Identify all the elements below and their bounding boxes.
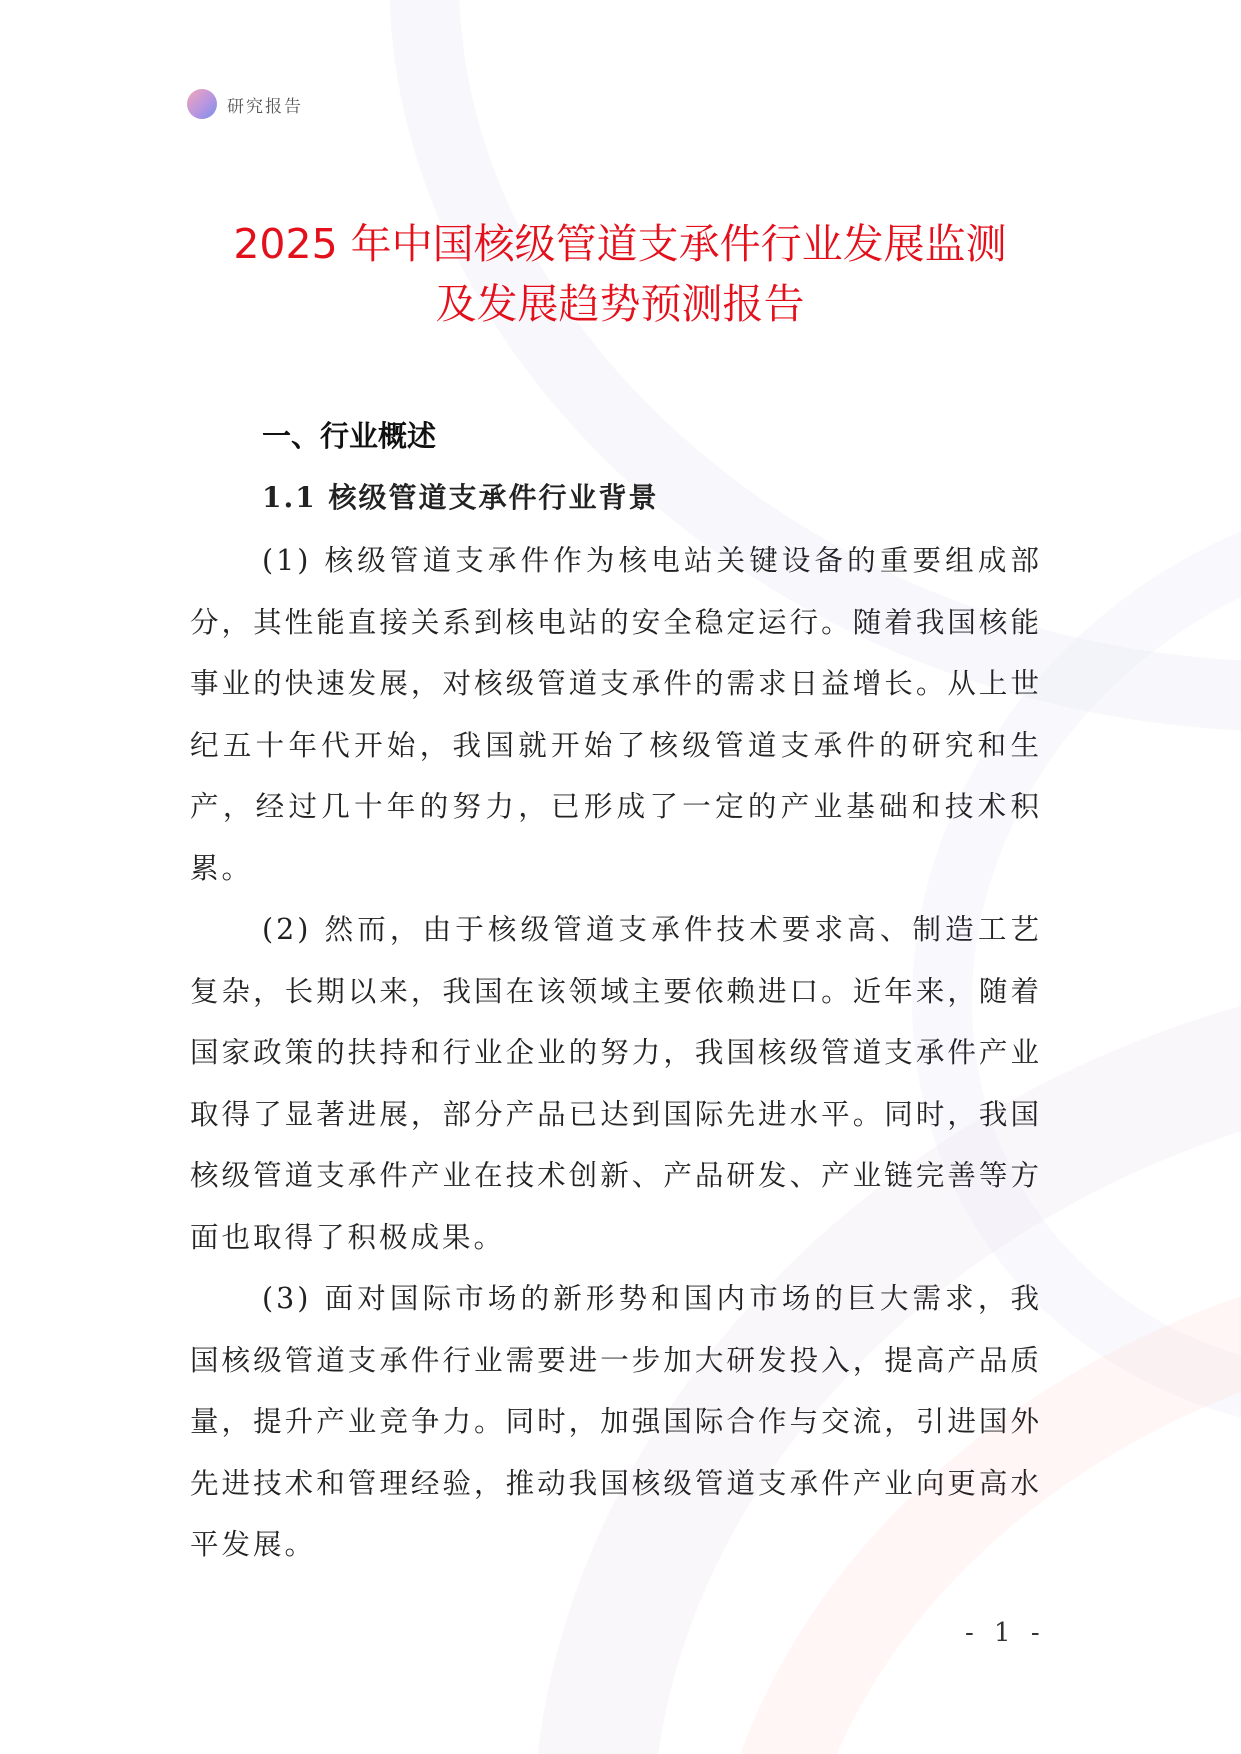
body-paragraph-3: (3) 面对国际市场的新形势和国内市场的巨大需求，我国核级管道支承件行业需要进一步加大研发投入，提高产品质量，提升产业竞争力。同时，加强国际合作与交流，引进国外先进技术和管理经验，推动我国核级管道支承件产业向更高水平发展。 (190, 1282, 1042, 1561)
header-label: 研究报告 (227, 96, 303, 117)
logo-icon (187, 89, 217, 119)
body-paragraph-2: (2) 然而，由于核级管道支承件技术要求高、制造工艺复杂，长期以来，我国在该领域主要依赖进口。近年来，随着国家政策的扶持和行业企业的努力，我国核级管道支承件产业取得了显著进展，部分产品已达到国际先进水平。同时，我国核级管道支承件产业在技术创新、产品研发、产业链完善等方面也取得了积极成果。 (190, 913, 1042, 1254)
subsection-heading: 1.1 核级管道支承件行业背景 (262, 481, 659, 514)
title-line-1: 2025 年中国核级管道支承件行业发展监测 (233, 220, 1007, 268)
body-paragraph-1: (1) 核级管道支承件作为核电站关键设备的重要组成部分，其性能直接关系到核电站的安全稳定运行。随着我国核能事业的快速发展，对核级管道支承件的需求日益增长。从上世纪五十年代开始，我国就开始了核级管道支承件的研究和生产，经过几十年的努力，已形成了一定的产业基础和技术积累。 (190, 544, 1042, 885)
document-title (170, 214, 1070, 334)
page-header (187, 89, 303, 119)
title-line-2: 及发展趋势预测报告 (435, 280, 805, 328)
section-heading: 一、行业概述 (262, 419, 437, 453)
page-number: - 1 - (965, 1618, 1046, 1648)
